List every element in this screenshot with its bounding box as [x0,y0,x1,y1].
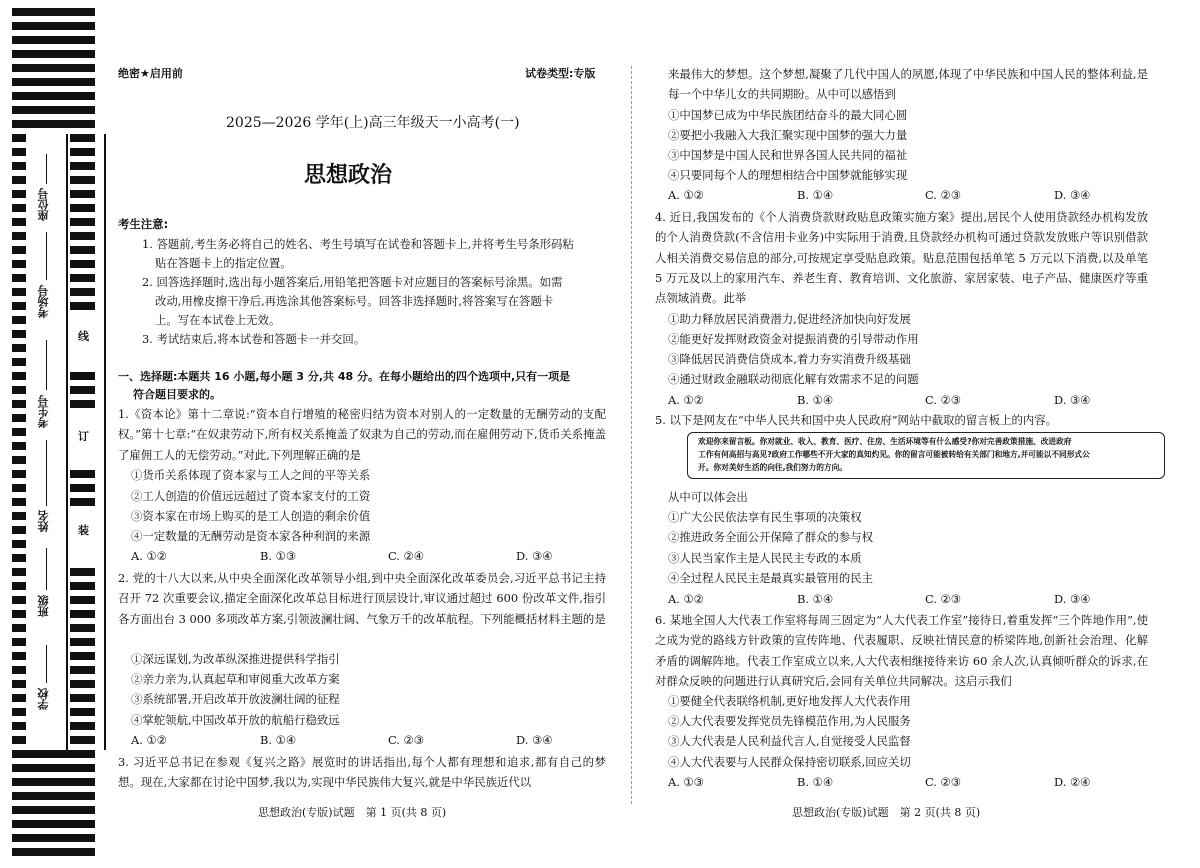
secret-label: 绝密★启用前 [118,67,183,80]
q2-item: ③系统部署,开启改革开放波澜壮阔的征程 [131,692,340,706]
q2-item: ④掌舵领航,中国改革开放的航船行稳致远 [131,713,340,727]
q4-choice-b: B. ①④ [797,393,834,407]
q2-choice-d: D. ③④ [516,733,553,747]
q4-choice-a: A. ①② [668,393,704,407]
q6-stem: 6. 某地全国人大代表工作室将每周三固定为“人大代表工作室”接待日,着重发挥“三个阵地作用”,使之成为党的路线方针政策的宣传阵地、代表履职、反映社情民意的桥梁阵地,创新社会治理、化解矛盾的调解阵地。代表工作室成立以来,人大代表相继接待来访 60 余人次,认真倾听群众的诉求,在对群众反映的问题进行认真研究后,会同有关单位共同解决。这启示我们 [655,613,1148,688]
q2-item: ①深远谋划,为改革纵深推进提供科学指引 [131,652,340,666]
message-board-line: 工作有何高招与高见?政府工作哪些不开大家的真知灼见。你的留言可能被转给有关部门和地方,并可能以不同形式公 [698,450,1090,459]
q3-item: ①中国梦已成为中华民族团结奋斗的最大同心圆 [668,108,908,122]
q6-choice-d: D. ②④ [1054,775,1091,789]
paper-type-label: 试卷类型:专版 [525,67,596,80]
binding-mark-bind: 装 [78,524,89,537]
q4-item: ①助力释放居民消费潜力,促进经济加快向好发展 [668,312,911,326]
binding-field-class: 班级 [37,595,50,617]
q6-choice-c: C. ②③ [925,775,961,789]
page-2-footer: 思想政治(专版)试题 第 2 页(共 8 页) [792,806,981,819]
message-board-line: 欢迎你来留言板。你对就业、收入、教育、医疗、住房、生活环境等有什么感受?你对完善政策措施、改进政府 [698,437,1072,446]
subject-title: 思想政治 [304,163,393,188]
q4-item: ③降低居民消费信贷成本,着力夯实消费升级基础 [668,352,911,366]
q1-stem: 1.《资本论》第十二章说:“资本自行增殖的秘密归结为资本对别人的一定数量的无酬劳动的支配权。”第十七章:“在奴隶劳动下,所有权关系掩盖了奴隶为自己的劳动,而在雇佣劳动下,货币关系掩盖了雇佣工人的无偿劳动。”对此,下列理解正确的是 [118,407,606,462]
notes-title: 考生注意: [118,217,169,231]
binding-field-school: 学校 [37,688,50,710]
q1-item: ③资本家在市场上购买的是工人创造的剩余价值 [131,509,371,523]
q6-choice-b: B. ①④ [797,775,834,789]
q3-choice-d: D. ③④ [1054,188,1091,202]
q3-stem: 3. 习近平总书记在参观《复兴之路》展览时的讲话指出,每个人都有理想和追求,都有自己的梦想。现在,大家都在讨论中国梦,我以为,实现中华民族伟大复兴,就是中华民族近代以 [118,755,606,790]
q5-choice-d: D. ③④ [1054,592,1091,606]
q5-lead: 从中可以体会出 [668,490,748,504]
section-heading-cont: 符合题目要求的。 [133,388,221,401]
q5-choice-b: B. ①④ [797,592,834,606]
notes-line: 上。写在本试卷上无效。 [155,313,281,327]
q5-choice-c: C. ②③ [925,592,961,606]
q1-item: ②工人创造的价值远远超过了资本家支付的工资 [131,489,371,503]
q1-item: ①货币关系体现了资本家与工人之间的平等关系 [131,468,371,482]
q2-stem: 2. 党的十八大以来,从中央全面深化改革领导小组,到中央全面深化改革委员会,习近平总书记主持召开 72 次重要会议,描定全面深化改革总目标进行顶层设计,审议通过超过 600 份改革文件,指引各方面出台 3 000 多项改革方案,引领波澜壮阔、气象万千的改革航程。下列能概括材料主题的是 [118,571,606,626]
message-board-box [687,432,1165,479]
q4-choice-d: D. ③④ [1054,393,1091,407]
message-board-line: 开。你对美好生活的向往,我们努力的方向。 [698,463,847,472]
q3-stem-cont: 来最伟大的梦想。这个梦想,凝聚了几代中国人的夙愿,体现了中华民族和中国人民的整体利益,是每一个中华儿女的共同期盼。从中可以感悟到 [668,67,1148,102]
notes-line: 贴在答题卡上的指定位置。 [155,256,292,270]
notes-line: 1. 答题前,考生务必将自己的姓名、考生号填写在试卷和答题卡上,并将考生号条形码粘 [142,237,574,251]
binding-underline-seat [46,154,47,184]
q3-item: ②要把小我融入大我汇聚实现中国梦的强大力量 [668,128,908,142]
q6-item: ③人大代表是人民利益代言人,自觉接受人民监督 [668,734,911,748]
q1-item: ④一定数量的无酬劳动是资本家各种利润的来源 [131,529,371,543]
page-1-footer: 思想政治(专版)试题 第 1 页(共 8 页) [258,806,447,819]
q4-item: ②能更好发挥财政资金对提振消费的引导带动作用 [668,332,919,346]
q5-item: ②推进政务全面公开保障了群众的参与权 [668,530,874,544]
q3-choice-c: C. ②③ [925,188,961,202]
binding-strip [0,0,120,868]
q1-choice-c: C. ②④ [388,549,424,563]
q3-item: ④只要同每个人的理想相结合中国梦就能够实现 [668,168,908,182]
notes-line: 3. 考试结束后,将本试卷和答题卡一并交回。 [142,332,366,346]
q2-item: ②亲力亲为,认真起草和审阅重大改革方案 [131,672,340,686]
q4-choice-c: C. ②③ [925,393,961,407]
q6-item: ②人大代表要发挥党员先锋模范作用,为人民服务 [668,714,911,728]
page-divider [631,66,632,804]
binding-mark-line: 线 [78,330,89,343]
q1-choice-d: D. ③④ [516,549,553,563]
notes-line: 2. 回答选择题时,选出每小题答案后,用铅笔把答题卡对应题目的答案标号涂黑。如需 [142,275,563,289]
q5-choice-a: A. ①② [668,592,704,606]
q2-choice-c: C. ②③ [388,733,424,747]
binding-field-examno: 考生号 [37,395,50,428]
q2-choice-a: A. ①② [131,733,167,747]
binding-barcode-pattern [0,0,120,868]
q3-item: ③中国梦是中国人民和世界各国人民共同的福祉 [668,148,908,162]
binding-mark-staple: 订 [78,430,89,443]
binding-underline-name [46,440,47,506]
q5-item: ③人民当家作主是人民民主专政的本质 [668,551,862,565]
binding-underline-examno [46,340,47,390]
section-heading: 一、选择题:本题共 16 小题,每小题 3 分,共 48 分。在每小题给出的四个选项中,只有一项是 [118,370,571,383]
q5-stem: 5. 以下是网友在“中华人民共和国中央人民政府”网站中截取的留言板上的内容。 [655,413,1058,427]
binding-field-seat: 座位号 [37,188,50,221]
binding-field-name: 姓名 [37,510,50,532]
q1-choice-a: A. ①② [131,549,167,563]
notes-line: 改动,用橡皮擦干净后,再选涂其他答案标号。回答非选择题时,将答案写在答题卡 [155,294,554,308]
binding-underline-class [46,548,47,590]
q6-item: ①要健全代表联络机制,更好地发挥人大代表作用 [668,694,911,708]
q6-choice-a: A. ①③ [668,775,704,789]
q4-item: ④通过财政金融联动彻底化解有效需求不足的问题 [668,372,919,386]
binding-underline-school [46,645,47,683]
binding-field-room: 考场号 [37,285,50,318]
q4-stem: 4. 近日,我国发布的《个人消费贷款财政贴息政策实施方案》提出,居民个人使用贷款经办机构发放的个人消费贷款(不含信用卡业务)中实际用于消费,且贷款经办机构可通过贷款发放账户等识别借款人相关消费交易信息的部分,可按规定享受贴息政策。贴息范围包括单笔 5 万元以下消费,以及单笔 5 万元及以上的家用汽车、养老生育、教育培训、文化旅游、家居家装、电子产品、健康医疗等重点领域消费。此举 [655,210,1148,306]
q2-choice-b: B. ①④ [260,733,297,747]
q1-choice-b: B. ①③ [260,549,297,563]
q6-item: ④人大代表要与人民群众保持密切联系,回应关切 [668,755,911,769]
q3-choice-b: B. ①④ [797,188,834,202]
q3-choice-a: A. ①② [668,188,704,202]
exam-title: 2025—2026 学年(上)高三年级天一小高考(一) [226,115,520,131]
binding-underline-room [46,232,47,280]
q5-item: ④全过程人民民主是最真实最管用的民主 [668,571,874,585]
q5-item: ①广大公民依法享有民生事项的决策权 [668,510,862,524]
